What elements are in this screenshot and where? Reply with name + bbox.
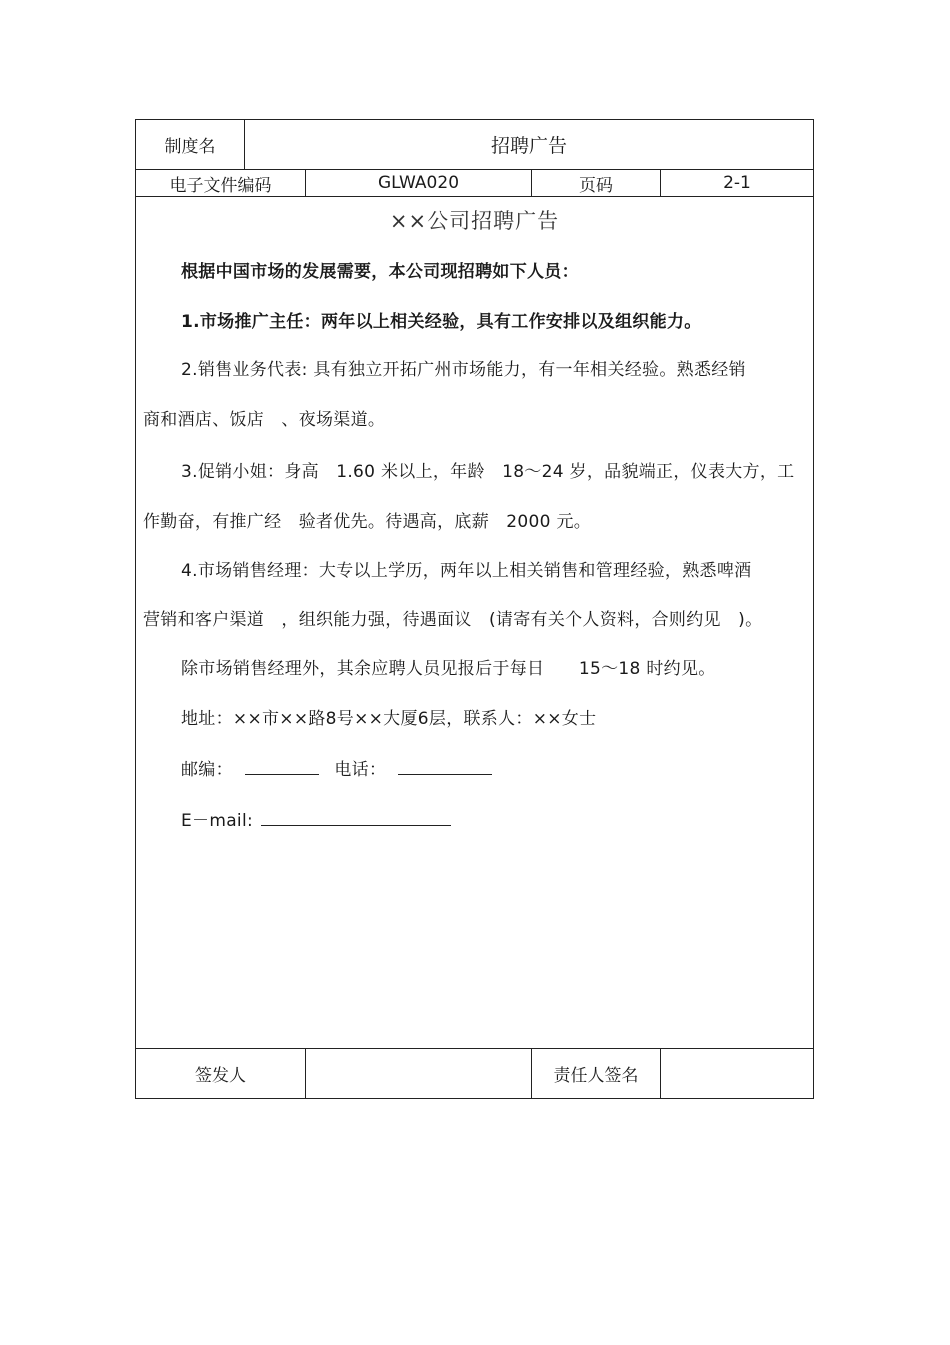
position-3-line-2: 作勤奋，有推广经 验者优先。待遇高，底薪 2000 元。: [143, 512, 592, 532]
phone-label: 电话：: [334, 760, 387, 780]
position-2-line-1: 2.销售业务代表: 具有独立开拓广州市场能力，有一年相关经验。熟悉经销: [181, 360, 746, 380]
issuer-value: [306, 1049, 531, 1098]
row-divider: [135, 196, 814, 197]
regulation-name-label: 制度名: [164, 137, 216, 157]
issuer-label: 签发人: [195, 1066, 246, 1086]
phone-blank: [398, 758, 492, 775]
email-label: E－mail:: [181, 811, 253, 831]
postcode-label: 邮编：: [181, 760, 233, 780]
position-3-line-1: 3.促销小姐：身高 1.60 米以上，年龄 18～24 岁，品貌端正，仪表大方，工: [181, 462, 795, 482]
file-code-label: 电子文件编码: [169, 175, 272, 196]
postcode-blank: [245, 758, 319, 775]
regulation-name-value: 招聘广告: [490, 135, 567, 157]
page-value: 2-1: [723, 173, 751, 193]
position-2-line-2: 商和酒店、饭店 、夜场渠道。: [143, 410, 386, 430]
file-code-value: GLWA020: [377, 173, 460, 193]
email-line: [181, 809, 451, 833]
contact-line: [181, 758, 492, 782]
page-label: 页码: [579, 175, 613, 196]
responsible-signature-value: [661, 1049, 813, 1098]
interview-note: 除市场销售经理外，其余应聘人员见报后于每日 15～18 时约见。: [181, 659, 716, 679]
position-1: 1.市场推广主任：两年以上相关经验，具有工作安排以及组织能力。: [181, 312, 702, 332]
intro-paragraph: 根据中国市场的发展需要，本公司现招聘如下人员：: [181, 262, 579, 282]
email-blank: [261, 809, 451, 826]
responsible-signature-label: 责任人签名: [553, 1066, 639, 1086]
position-4-line-1: 4.市场销售经理：大专以上学历，两年以上相关销售和管理经验，熟悉啤酒: [181, 561, 752, 581]
document-title: ××公司招聘广告: [389, 209, 560, 233]
address-line: 地址：××市××路8号××大厦6层，联系人：××女士: [181, 709, 597, 729]
position-4-line-2: 营销和客户渠道 ，组织能力强，待遇面议 (请寄有关个人资料，合则约见 )。: [143, 610, 763, 630]
